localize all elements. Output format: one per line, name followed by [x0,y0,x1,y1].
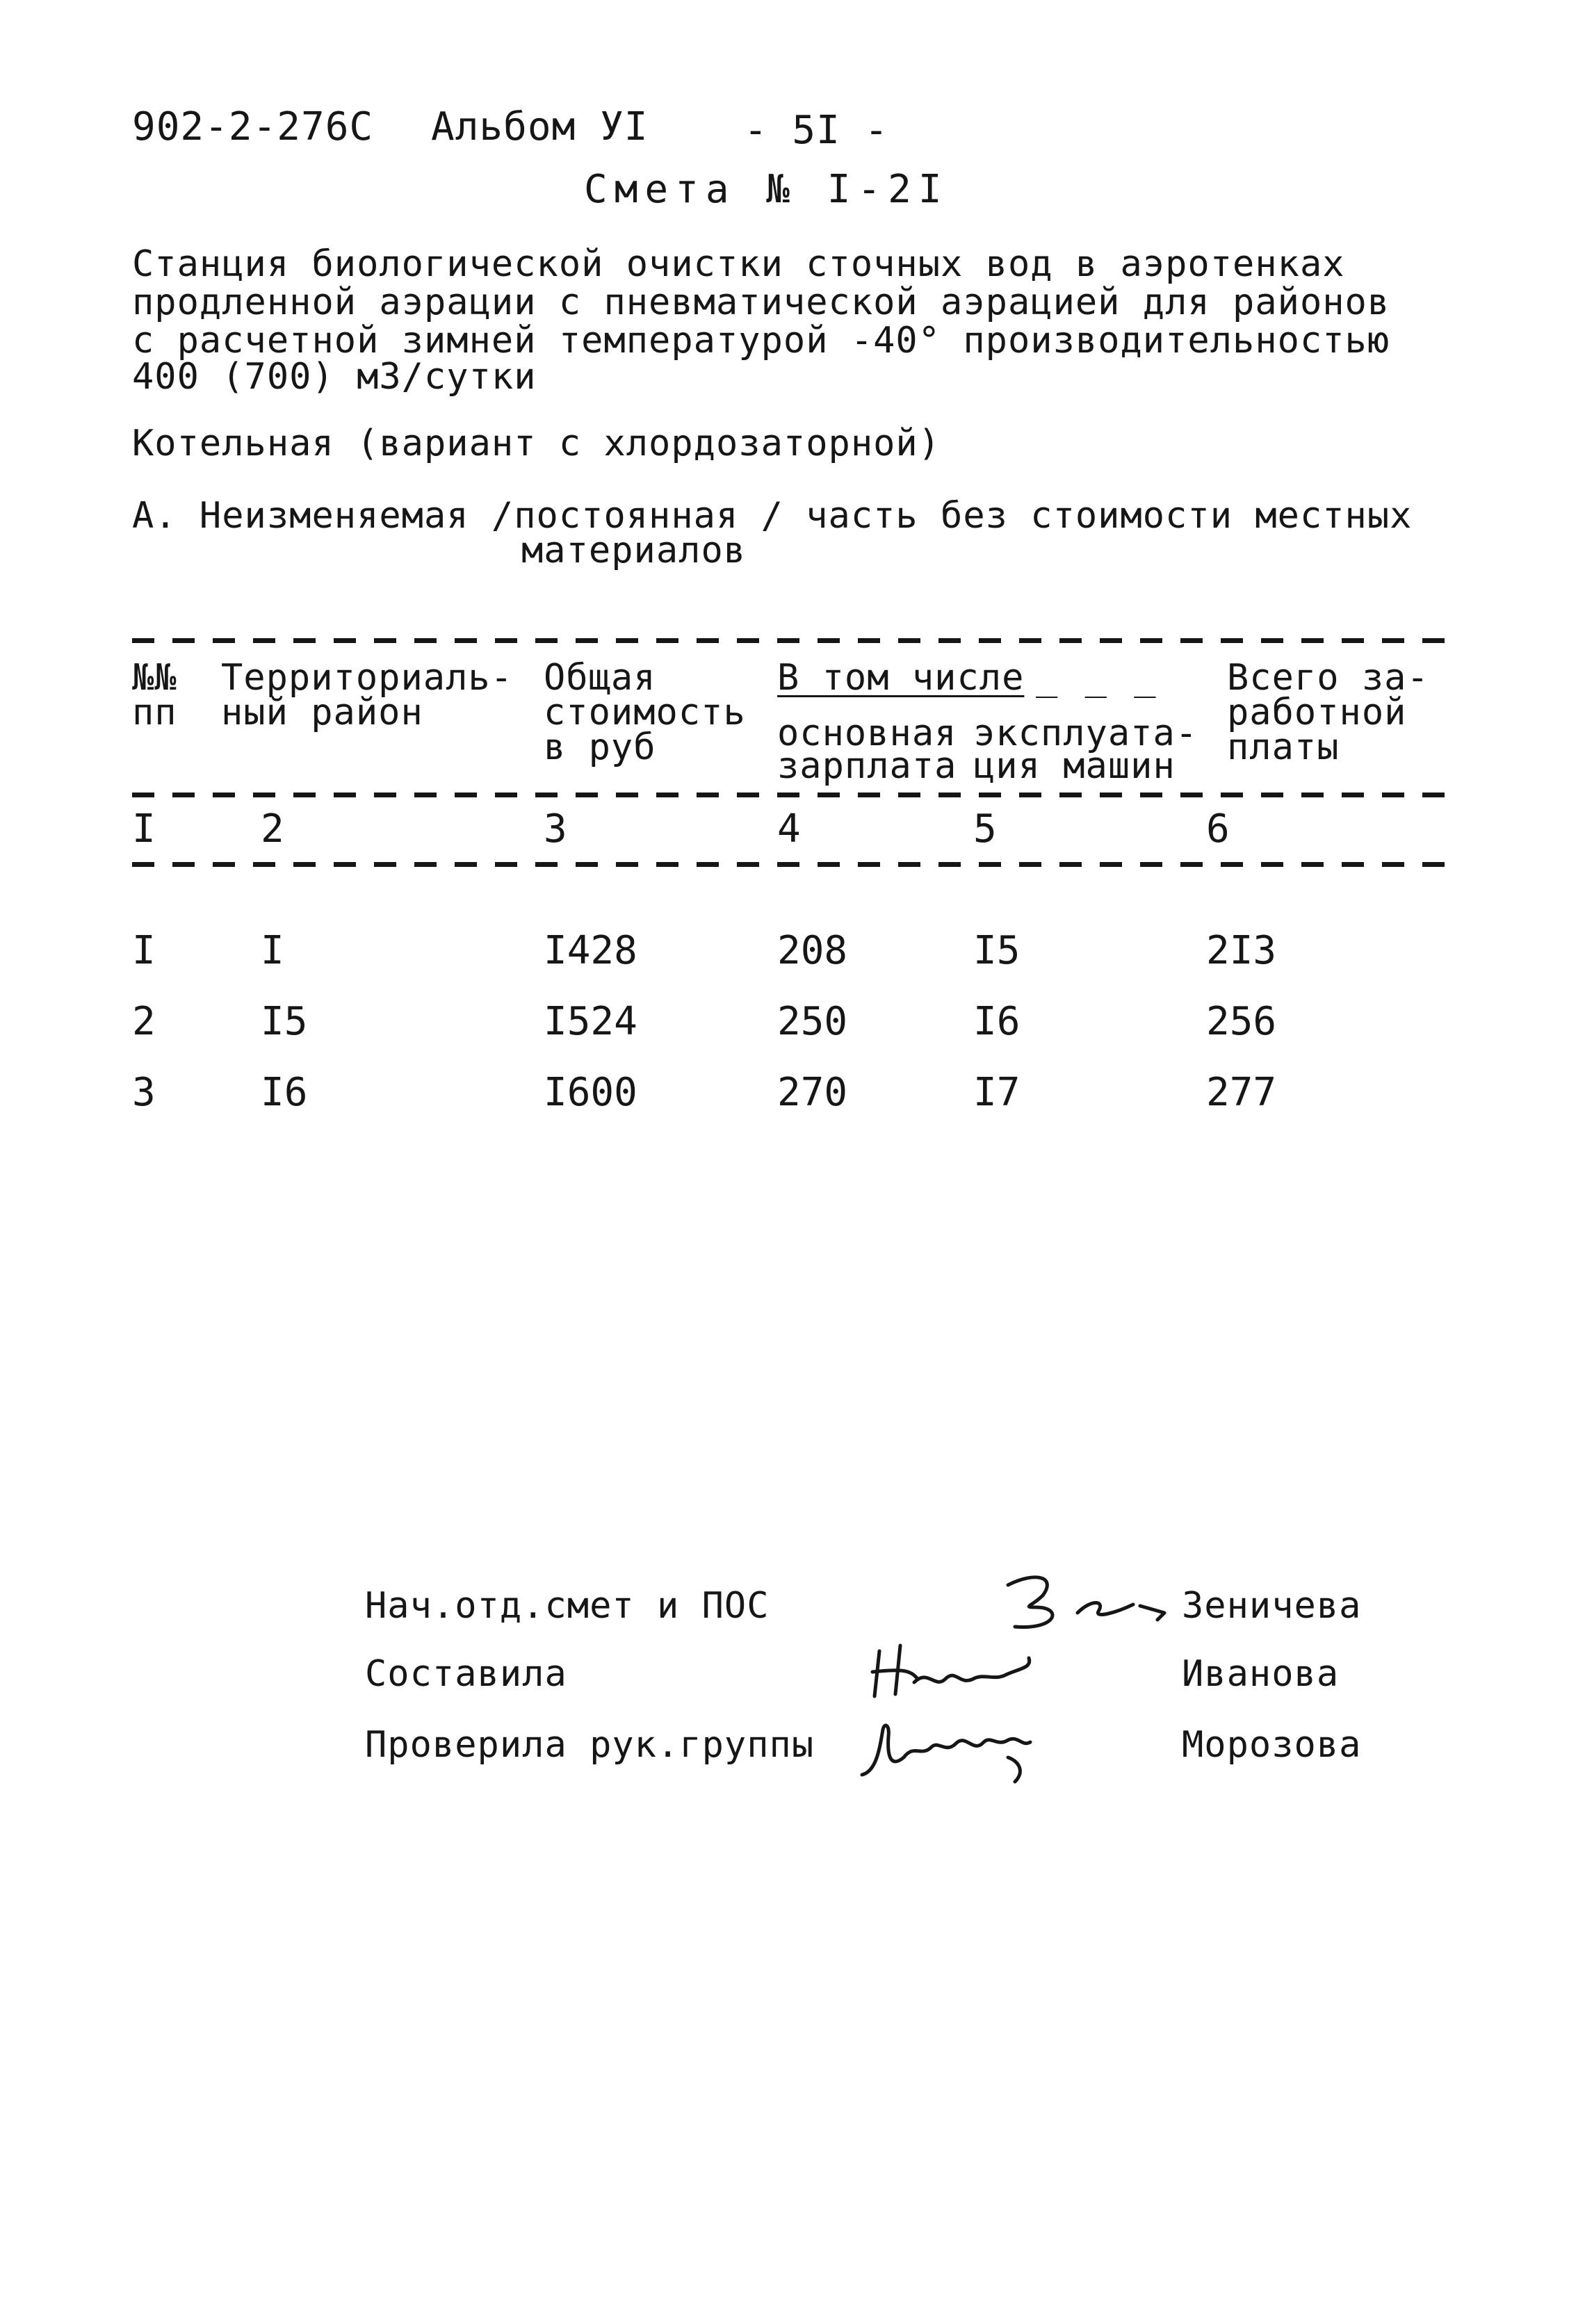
signature-role: Проверила рук.группы [365,1724,815,1766]
column-number: I [132,806,156,852]
cell-machines: I7 [973,1070,1021,1115]
signature-role: Составила [365,1653,567,1695]
column-number: 3 [544,806,567,852]
cell-num: 3 [132,1070,156,1115]
document-code: 902-2-276С [132,104,374,149]
header-machines: эксплуата- [973,713,1198,754]
description-line: с расчетной зимней температурой -40° производительностью [132,320,1390,361]
description-line: 400 (700) м3/сутки [132,356,537,398]
cell-salary: 270 [777,1070,848,1115]
header-num: пп [132,692,177,733]
part-title-continuation: материалов [521,530,747,571]
header-wages-total: работной [1227,692,1407,733]
cell-salary: 208 [777,928,848,973]
cell-total-cost: I428 [544,928,637,973]
signature-name: Зеничева [1182,1585,1362,1627]
cell-wages-total: 2I3 [1206,928,1277,973]
table-rule-top [132,638,1446,643]
header-region: ный район [221,692,423,733]
cell-salary: 250 [777,999,848,1044]
header-salary: основная [777,713,957,754]
document-title: Смета № I-2I [584,167,949,212]
cell-num: 2 [132,999,156,1044]
cell-region: I [261,928,284,973]
header-wages-total: платы [1227,726,1340,768]
cell-region: I6 [261,1070,308,1115]
cell-total-cost: I524 [544,999,637,1044]
cell-wages-total: 256 [1206,999,1277,1044]
handwritten-signature [994,1564,1196,1641]
signature-name: Иванова [1182,1653,1340,1695]
header-total-cost: стоимость [544,692,746,733]
description-line: продленной аэрации с пневматической аэрацией для районов [132,282,1390,323]
handwritten-signature [848,1709,1057,1792]
header-machines: ция машин [973,745,1176,787]
cell-region: I5 [261,999,308,1044]
column-number: 4 [777,806,801,852]
cell-num: I [132,928,156,973]
header-total-cost: Общая [544,657,656,699]
signature-name: Морозова [1182,1724,1362,1766]
column-number: 5 [973,806,997,852]
section-title: Котельная (вариант с хлордозаторной) [132,423,941,464]
header-region: Территориаль- [221,657,513,699]
page-number: - 5I - [744,108,889,153]
header-wages-total: Всего за- [1227,657,1429,699]
header-total-cost: в руб [544,726,656,768]
handwritten-signature [862,1637,1050,1707]
header-dash: _ _ _ [1036,657,1159,699]
header-num: №№ [132,657,177,699]
signature-role: Нач.отд.смет и ПОС [365,1585,770,1627]
column-number: 2 [261,806,284,852]
column-number: 6 [1206,806,1230,852]
header-including: В том числе [777,657,1025,699]
cell-wages-total: 277 [1206,1070,1277,1115]
cell-machines: I6 [973,999,1021,1044]
header-salary: зарплата [777,745,957,787]
table-rule-header [132,793,1446,797]
album-label: Альбом УI [431,104,649,149]
table-rule-numbers [132,862,1446,867]
part-title: А. Неизменяемая /постоянная / часть без стоимости местных [132,495,1413,537]
cell-total-cost: I600 [544,1070,637,1115]
description-line: Станция биологической очистки сточных вод в аэротенках [132,243,1345,285]
cell-machines: I5 [973,928,1021,973]
